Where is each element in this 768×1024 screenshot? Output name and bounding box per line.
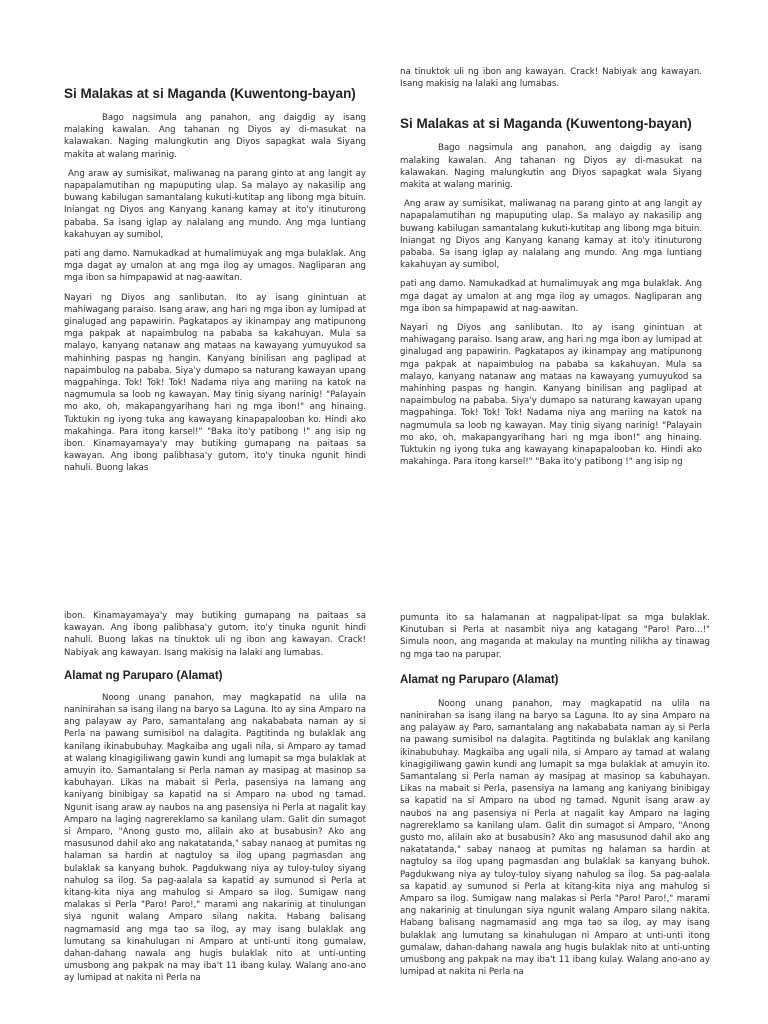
page2-right-column bbox=[400, 612, 710, 985]
paragraph: Nayari ng Diyos ang sanlibutan. Ito ay isang ginintuan at mahiwagang paraiso. Isang araw, ang hari ng mga ibon ay lumipad at ginalugad ang papawirin. Pagkatapos ay ikinampay ang matipunong mga pakpak at napaimbulog na pababa sa kakahuyan. Mula sa malayo, kanyang natanaw ang mataas na kawayang yumuyukod sa mahinhing paspas ng hangin. Kanyang binilisan ang paglipad at napaimbulog na pababa. Siya'y dumapo sa naturang kawayan upang magpahinga. Tok! Tok! Tok! Nadama niya ang mariing na katok na nagmumula sa loob ng kawayan. May tinig siyang narinig! "Palayain mo ako, oh, makapangyarihang hari ng mga ibon!" ang hinaing. Tuktukin ng iyong tuka ang kawayang kinapapalooban ko. Hindi ako makahinga. Para itong karsel!" "Baka ito'y patibong !" ang isip ng ibon. Kinamayamaya'y may butiking gumapang na paitaas sa kawayan. Ang ibong palibhasa'y gutom, ito'y tinuka ngunit hindi nahuli. Buong lakas bbox=[64, 292, 366, 474]
story-title: Alamat ng Paruparo (Alamat) bbox=[400, 673, 559, 686]
paragraph: Noong unang panahon, may magkapatid na ulila na naninirahan sa isang ilang na baryo sa Laguna. Ito ay sina Amparo na ang palayaw ay Paro, samantalang ang nakababata naman ay si Perla na pawang sumisibol na dalagita. Pagtitinda ng bulaklak ang kanilang ikinabubuhay. Magkaiba ang ugali nila, si Amparo ay tamad at walang kinagigiliwang gawin kundi ang lumapit sa mga bulaklak at amuyin ito. Samantalang si Perla naman ay masipag at masinop sa kabuhayan. Likas na mabait si Perla, pasensiya na lamang ang kaniyang binibigay sa kapatid na si Amparo na ubod ng tamad. Ngunit isang araw ay naubos na ang pasensiya ni Perla at nagalit kay Amparo na laging nagrereklamo sa kanilang ulam. Galit din sumagot si Amparo, "Anong gusto mo, alilain ako at busabusin? Ako ang masusunod dahil ako ang nakatatanda," sabay nanaog at pumitas ng halaman sa hardin at nagtuloy sa ilog upang pagmasdan ang bulaklak sa kanyang buhok. Pagdukwang niya ay tuloy-tuloy siyang nahulog sa ilog. Sa pag-aalala sa kapatid ay sumunod si Perla at kitang-kita niya ang mahulog si Amparo sa ilog. Sumigaw nang malakas si Perla "Paro! Paro!," marami ang nakarinig at tinulungan siya ngunit walang Amparo silang nakita. Habang balisang nagmamasid ang mga tao sa ilog, ay may isang bulaklak ang lumutang sa kinahulugan ni Amparo at unti-unti itong gumalaw, dahan-dahang nawala ang hugis bulaklak nito at unti-unting umusbong ang pakpak na may iba't 11 ibang kulay. Walang ano-ano ay lumipad at nakita ni Perla na bbox=[400, 698, 710, 978]
story-title: Alamat ng Paruparo (Alamat) bbox=[64, 669, 223, 682]
paragraph: Bago nagsimula ang panahon, ang daigdig ay isang malaking kawalan. Ang tahanan ng Diyos ay di-masukat na kalawakan. Naging malungkutin ang Diyos sapagkat wala Siyang makita at walang marinig. bbox=[400, 143, 702, 191]
paragraph: ibon. Kinamayamaya'y may butiking gumapang na paitaas sa kawayan. Ang ibong palibhasa'y gutom, ito'y tinuka ngunit hindi nahuli. Buong lakas na tinuktok uli ng ibon ang kawayan. Crack! Nabiyak ang kawayan. Isang makisig na lalaki ang lumabas. bbox=[64, 611, 366, 658]
paragraph: pati ang damo. Namukadkad at humalimuyak ang mga bulaklak. Ang mga dagat ay umalon at ang mga ilog ay umagos. Nagliparan ang mga ibon sa himpapawid at nag-aawitan. bbox=[64, 249, 366, 284]
page1-left-column bbox=[64, 86, 366, 482]
paragraph: Ang araw ay sumisikat, maliwanag na parang ginto at ang langit ay napapalamutihan ng mapuputing ulap. Sa malayo ay nakasilip ang buwang kabilugan samantalang kukuti-kutitap ang libong mga bituin. Iniangat ng Diyos ang Kanyang kanang kamay at ito'y itinuturong pababa. Sa isang iglap ay nalalang ang mundo. Ang mga luntiang kakahuyan ay sumibol, bbox=[64, 168, 366, 240]
paragraph: pati ang damo. Namukadkad at humalimuyak ang mga bulaklak. Ang mga dagat ay umalon at ang mga ilog ay umagos. Nagliparan ang mga ibon sa himpapawid at nag-aawitan. bbox=[400, 279, 702, 314]
paragraph: pumunta ito sa halamanan at nagpalipat-lipat sa mga bulaklak. Kinutuban si Perla at nasambit niya ang katagang "Paro! Paro...!" Simula noon, ang maganda at makulay na munting nilikha ay tinawag ng mga tao na parupar. bbox=[400, 613, 710, 660]
paragraph: Nayari ng Diyos ang sanlibutan. Ito ay isang ginintuan at mahiwagang paraiso. Isang araw, ang hari ng mga ibon ay lumipad at ginalugad ang papawirin. Pagkatapos ay ikinampay ang matipunong mga pakpak at napaimbulog na pababa sa kakahuyan. Mula sa malayo, kanyang natanaw ang mataas na kawayang yumuyukod sa mahinhing paspas ng hangin. Kanyang binilisan ang paglipad at napaimbulog na pababa. Siya'y dumapo sa naturang kawayan upang magpahinga. Tok! Tok! Tok! Nadama niya ang mariing na katok na nagmumula sa loob ng kawayan. May tinig siyang narinig! "Palayain mo ako, oh, makapangyarihang hari ng mga ibon!" ang hinaing. Tuktukin ng iyong tuka ang kawayang kinapapalooban ko. Hindi ako makahinga. Para itong karsel!" "Baka ito'y patibong !" ang isip ng bbox=[400, 323, 702, 468]
paragraph: Bago nagsimula ang panahon, ang daigdig ay isang malaking kawalan. Ang tahanan ng Diyos ay di-masukat na kalawakan. Naging malungkutin ang Diyos sapagkat wala Siyang makita at walang marinig. bbox=[64, 113, 366, 160]
page1-right-column bbox=[400, 66, 702, 475]
paragraph: Ang araw ay sumisikat, maliwanag na parang ginto at ang langit ay napapalamutihan ng mapuputing ulap. Sa malayo ay nakasilip ang buwang kabilugan samantalang kukuti-kutitap ang libong mga bituin. Iniangat ng Diyos ang Kanyang kanang kamay at ito'y itinuturong pababa. Sa isang iglap ay nalalang ang mundo. Ang mga luntiang kakahuyan ay sumibol, bbox=[400, 199, 702, 271]
paragraph: na tinuktok uli ng ibon ang kawayan. Crack! Nabiyak ang kawayan. Isang makisig na lalaki ang lumabas. bbox=[400, 67, 702, 90]
page2-left-column bbox=[64, 610, 366, 992]
story-title: Si Malakas at si Maganda (Kuwentong-bayan) bbox=[64, 86, 356, 101]
story-title: Si Malakas at si Maganda (Kuwentong-bayan) bbox=[400, 116, 692, 132]
paragraph: Noong unang panahon, may magkapatid na ulila na naninirahan sa isang ilang na baryo sa Laguna. Ito ay sina Amparo na ang palayaw ay Paro, samantalang ang nakababata naman ay si Perla na pawang sumisibol na dalagita. Pagtitinda ng bulaklak ang kanilang ikinabubuhay. Magkaiba ang ugali nila, si Amparo ay tamad at walang kinagigiliwang gawin kundi ang lumapit sa mga bulaklak at amuyin ito. Samantalang si Perla naman ay masipag at masinop sa kabuhayan. Likas na mabait si Perla, pasensiya na lamang ang kaniyang binibigay sa kapatid na si Amparo na ubod ng tamad. Ngunit isang araw ay naubos na ang pasensiya ni Perla at nagalit kay Amparo na laging nagrereklamo sa kanilang ulam. Galit din sumagot si Amparo, "Anong gusto mo, alilain ako at busabusin? Ako ang masusunod dahil ako ang nakatatanda," sabay nanaog at pumitas ng halaman sa hardin at nagtuloy sa ilog upang pagmasdan ang bulaklak sa kanyang buhok. Pagdukwang niya ay tuloy-tuloy siyang nahulog sa ilog. Sa pag-aalala sa kapatid ay sumunod si Perla at kitang-kita niya ang mahulog si Amparo sa ilog. Sumigaw nang malakas si Perla "Paro! Paro!," marami ang nakarinig at tinulungan siya ngunit walang Amparo silang nakita. Habang balisang nagmamasid ang mga tao sa ilog, ay may isang bulaklak ang lumutang sa kinahulugan ni Amparo at unti-unti itong gumalaw, dahan-dahang nawala ang hugis bulaklak nito at unti-unting umusbong ang pakpak na may iba't 11 ibang kulay. Walang ano-ano ay lumipad at nakita ni Perla na bbox=[64, 692, 366, 984]
